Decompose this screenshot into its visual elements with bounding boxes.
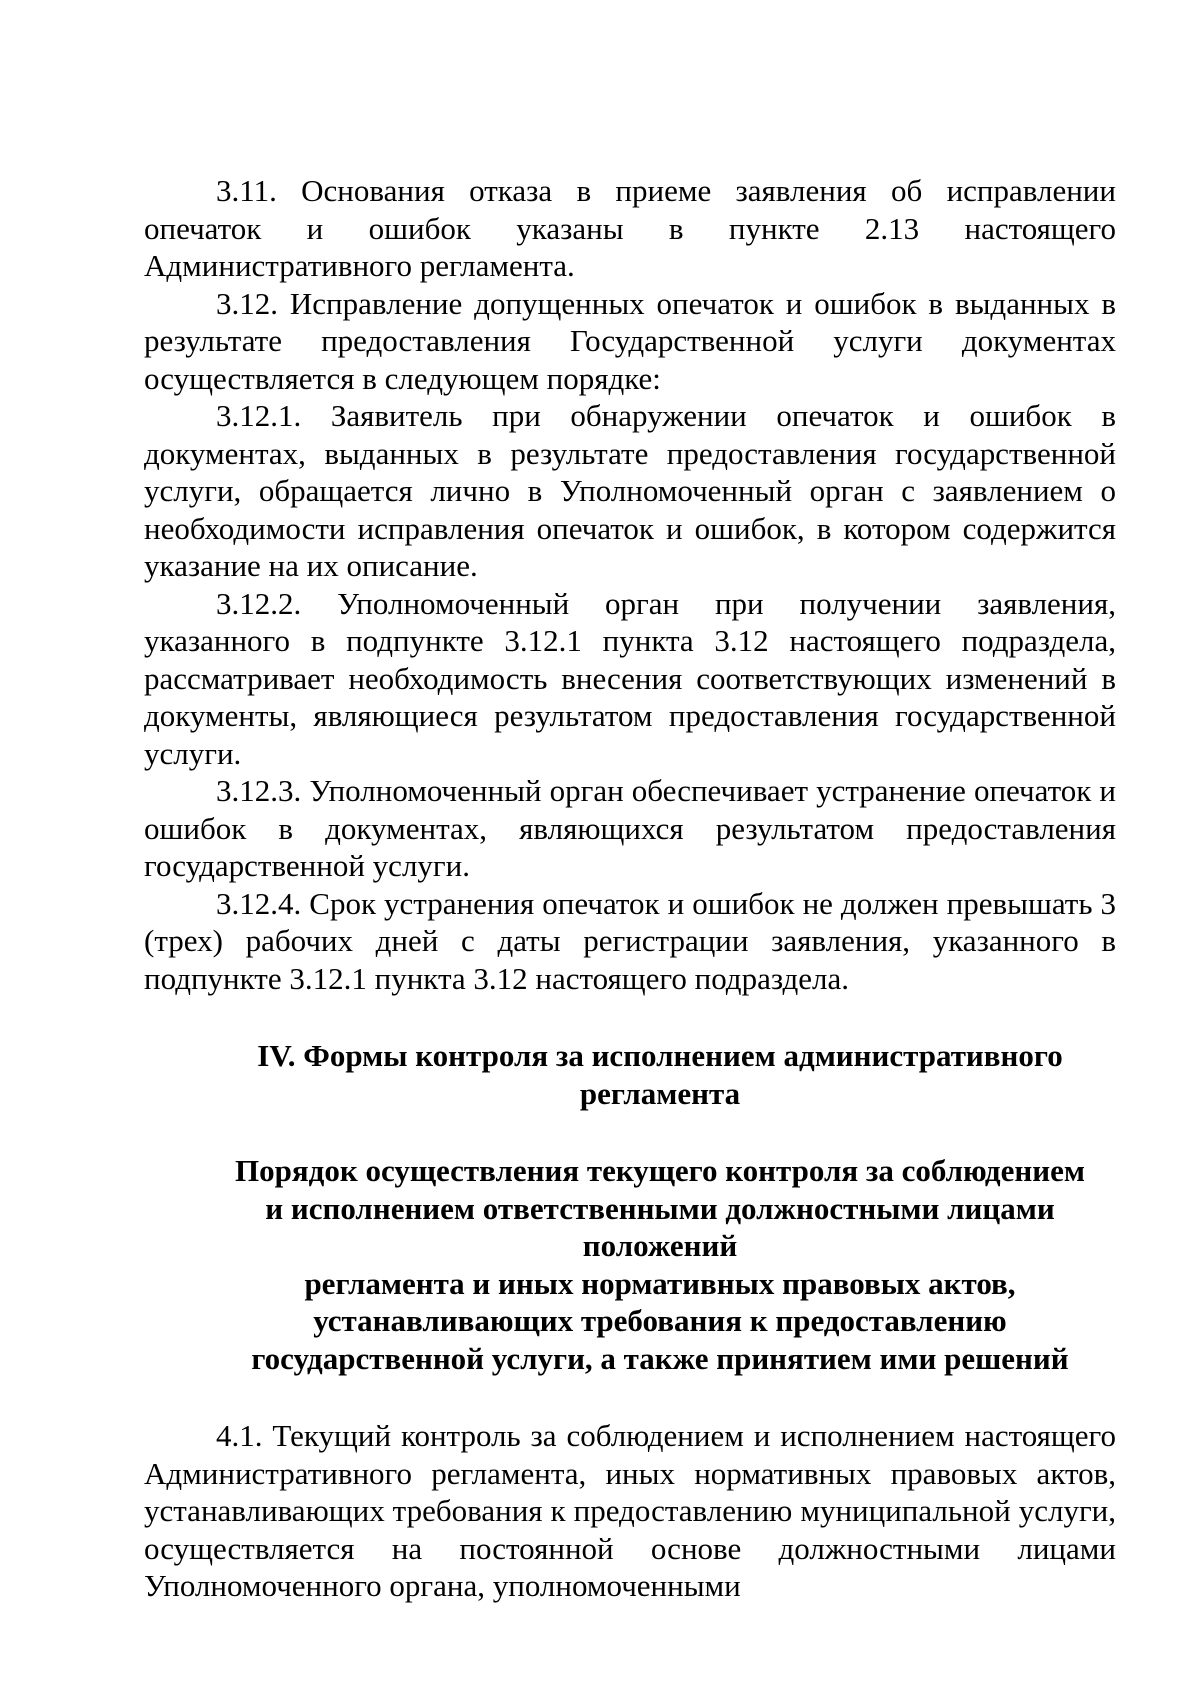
document-body: [144, 172, 1116, 1605]
paragraph-3-12-4: 3.12.4. Срок устранения опечаток и ошибок не должен превышать 3 (трех) рабочих дней с даты регистрации заявления, указанного в подпункте 3.12.1 пункта 3.12 настоящего подраздела.: [144, 885, 1116, 996]
subsection-heading-line: регламента и иных нормативных правовых актов,: [304, 1265, 1016, 1301]
section-heading-line: регламента: [579, 1075, 741, 1111]
paragraph-4-1: 4.1. Текущий контроль за соблюдением и исполнением настоящего Административного регламента, иных нормативных правовых актов, устанавливающих требования к предоставлению муниципальной услуги, осуществляется на постоянной основе должностными лицами Уполномоченного органа, уполномоченными: [144, 1418, 1116, 1603]
section-heading-line: IV. Формы контроля за исполнением административного: [257, 1038, 1063, 1073]
subsection-heading-line: и исполнением ответственными должностными лицами: [265, 1190, 1055, 1226]
paragraph-3-11: 3.11. Основания отказа в приеме заявления об исправлении опечаток и ошибок указаны в пункте 2.13 настоящего Административного регламента.: [144, 173, 1116, 283]
subsection-heading-line: положений: [582, 1228, 738, 1263]
section-heading: [204, 1037, 1116, 1112]
paragraph-3-12-1: 3.12.1. Заявитель при обнаружении опечаток и ошибок в документах, выданных в результате предоставления государственной услуги, обращается лично в Уполномоченный орган с заявлением о необходимости исправления опечаток и ошибок, в котором содержится указание на их описание.: [144, 398, 1116, 583]
paragraph-3-12-3: 3.12.3. Уполномоченный орган обеспечивает устранение опечаток и ошибок в документах, являющихся результатом предоставления государственной услуги.: [144, 773, 1116, 883]
subsection-heading: [204, 1152, 1116, 1377]
paragraph-3-12: 3.12. Исправление допущенных опечаток и ошибок в выданных в результате предоставления Государственной услуги документах осуществляется в следующем порядке:: [144, 285, 1116, 396]
subsection-heading-line: Порядок осуществления текущего контроля за соблюдением: [235, 1153, 1085, 1188]
subsection-heading-line: государственной услуги, а также принятием ими решений: [251, 1340, 1069, 1376]
subsection-heading-line: устанавливающих требования к предоставлению: [313, 1303, 1007, 1338]
paragraph-3-12-2: 3.12.2. Уполномоченный орган при получении заявления, указанного в подпункте 3.12.1 пункта 3.12 настоящего подраздела, рассматривает необходимость внесения соответствующих изменений в документы, являющиеся результатом предоставления государственной услуги.: [144, 585, 1116, 771]
